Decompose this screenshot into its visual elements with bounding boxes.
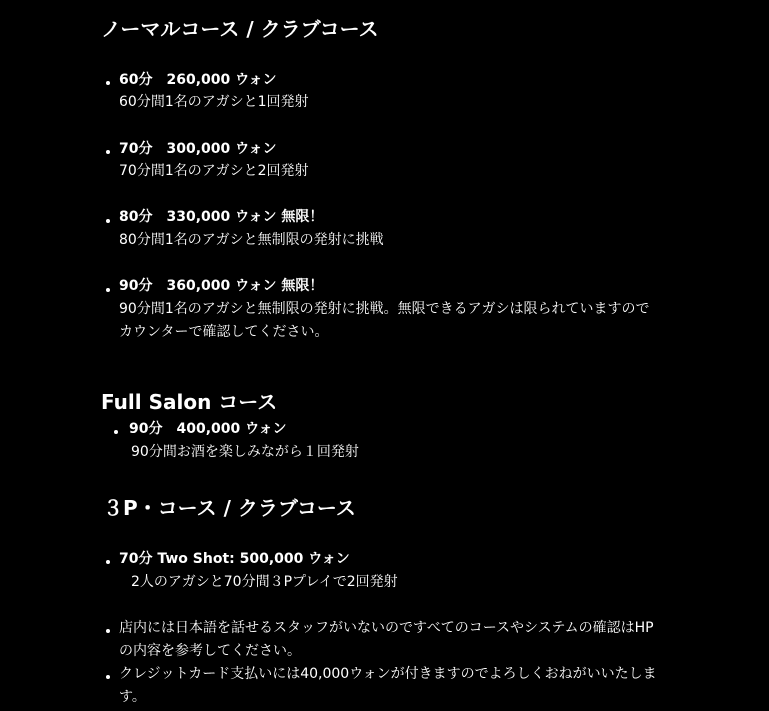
course-description: 80分間1名のアガシと無制限の発射に挑戦 bbox=[119, 232, 384, 248]
course-price-line: 70分 300,000 ウォン bbox=[119, 141, 277, 157]
full-salon-heading: Full Salon コース bbox=[101, 390, 278, 414]
course-price-line: 90分 360,000 ウォン 無限！ bbox=[119, 278, 324, 294]
course-price-line: 80分 330,000 ウォン 無限！ bbox=[119, 209, 324, 225]
note-text-continued: す。 bbox=[119, 689, 146, 705]
note-text: クレジットカード支払いには40,000ウォンが付きますのでよろしくおねがいいたしま bbox=[119, 666, 657, 682]
bullet-icon bbox=[106, 150, 110, 154]
bullet-icon bbox=[106, 675, 110, 679]
note-text: 店内には日本語を話せるスタッフがいないのですべてのコースやシステムの確認はHP bbox=[119, 620, 654, 636]
three-p-course-heading: ３P・コース / クラブコース bbox=[103, 496, 356, 520]
normal-course-heading: ノーマルコース / クラブコース bbox=[101, 17, 379, 41]
course-description: 70分間1名のアガシと2回発射 bbox=[119, 163, 309, 179]
course-price-line: 70分 Two Shot: 500,000 ウォン bbox=[119, 551, 350, 567]
course-description: 60分間1名のアガシと1回発射 bbox=[119, 94, 309, 110]
note-text-continued: の内容を参考してください。 bbox=[119, 643, 301, 659]
bullet-icon bbox=[106, 560, 110, 564]
course-description-continued: カウンターで確認してください。 bbox=[119, 324, 329, 340]
course-description: 2人のアガシと70分間３Pプレイで2回発射 bbox=[131, 574, 398, 590]
course-description: 90分間お酒を楽しみながら１回発射 bbox=[131, 444, 359, 460]
bullet-icon bbox=[106, 81, 110, 85]
bullet-icon bbox=[106, 219, 110, 223]
course-price-line: 90分 400,000 ウォン bbox=[129, 421, 287, 437]
course-price-line: 60分 260,000 ウォン bbox=[119, 72, 277, 88]
bullet-icon bbox=[114, 430, 118, 434]
bullet-icon bbox=[106, 629, 110, 633]
course-description: 90分間1名のアガシと無制限の発射に挑戦。無限できるアガシは限られていますので bbox=[119, 301, 650, 317]
bullet-icon bbox=[106, 288, 110, 292]
